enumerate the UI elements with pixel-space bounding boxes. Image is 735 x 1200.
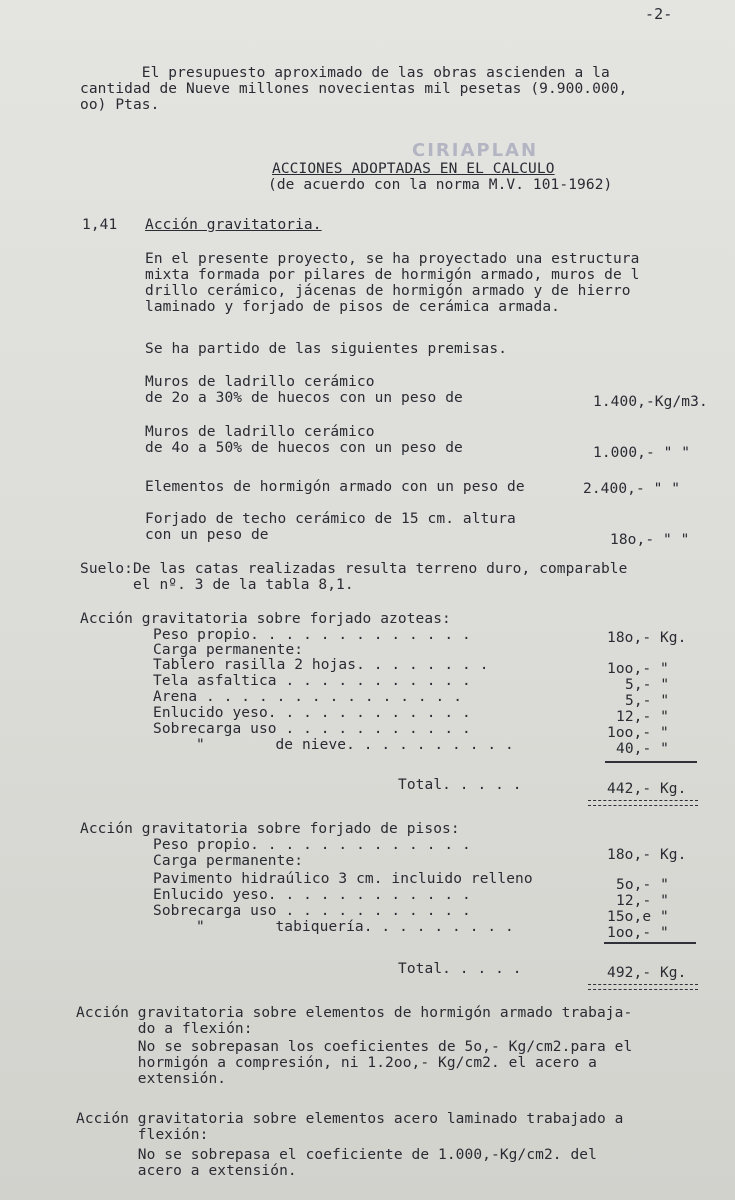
faded-stamp: CIRIAPLAN [412, 140, 539, 161]
pisos-row-3-label: Pavimento hidraúlico 3 cm. incluido relleno [153, 871, 533, 887]
azoteas-row-8-value: 40,- " [616, 741, 669, 757]
hormigon-line-4: hormigón a compresión, ni 1.2oo,- Kg/cm2. el acero a [76, 1055, 597, 1071]
pisos-row-1-label: Peso propio. . . . . . . . . . . . . [153, 837, 471, 853]
hormigon-line-2: do a flexión: [76, 1021, 253, 1037]
pisos-row-4-value: 12,- " [616, 893, 669, 909]
hormigon-line-5: extensión. [76, 1071, 227, 1087]
heading-title: ACCIONES ADOPTADAS EN EL CALCULO [272, 161, 555, 177]
pisos-row-2-label: Carga permanente: [153, 853, 304, 869]
azoteas-row-7-value: 1oo,- " [607, 725, 669, 741]
pisos-row-5-value: 15o,e " [607, 909, 669, 925]
pisos-total-label: Total. . . . . [398, 961, 522, 977]
section-number: 1,41 [82, 217, 118, 233]
azoteas-title: Acción gravitatoria sobre forjado azoteas: [80, 611, 451, 627]
azoteas-row-5-label: Arena . . . . . . . . . . . . . . . [153, 689, 463, 705]
description-line-4: laminado y forjado de pisos de cerámica armada. [145, 299, 560, 315]
azoteas-row-4-value: 5,- " [625, 677, 670, 693]
premise-3-line-1: Elementos de hormigón armado con un peso de [145, 479, 525, 495]
premise-2-line-1: Muros de ladrillo cerámico [145, 424, 375, 440]
acero-line-4: acero a extensión. [76, 1163, 297, 1179]
pisos-row-4-label: Enlucido yeso. . . . . . . . . . . . [153, 887, 471, 903]
description-line-3: drillo cerámico, jácenas de hormigón armado y de hierro [145, 283, 631, 299]
azoteas-row-6-label: Enlucido yeso. . . . . . . . . . . . [153, 705, 471, 721]
premise-1-value: 1.400,-Kg/m3. [593, 394, 708, 410]
azoteas-row-4-label: Tela asfaltica . . . . . . . . . . . [153, 673, 471, 689]
premise-1-line-1: Muros de ladrillo cerámico [145, 374, 375, 390]
pisos-sum-line [604, 942, 696, 944]
hormigon-line-3: No se sobrepasan los coeficientes de 5o,- Kg/cm2.para el [76, 1039, 633, 1055]
description-line-1: En el presente proyecto, se ha proyectado una estructura [145, 251, 640, 267]
page-number: -2- [645, 5, 673, 23]
acero-line-2: flexión: [76, 1127, 209, 1143]
pisos-total-value: 492,- Kg. [607, 965, 687, 981]
section-title: Acción gravitatoria. [145, 217, 322, 233]
azoteas-row-7-label: Sobrecarga uso . . . . . . . . . . . [153, 721, 471, 737]
azoteas-row-6-value: 12,- " [616, 709, 669, 725]
azoteas-total-label: Total. . . . . [398, 777, 522, 793]
azoteas-row-2-label: Carga permanente: [153, 642, 304, 658]
premise-1-line-2: de 2o a 30% de huecos con un peso de [145, 390, 463, 406]
premise-2-value: 1.000,- " " [593, 445, 691, 461]
premises-intro: Se ha partido de las siguientes premisas. [145, 341, 508, 357]
pisos-row-6-label: " tabiquería. . . . . . . . . [196, 919, 514, 935]
azoteas-row-8-label: " de nieve. . . . . . . . . . [196, 737, 514, 753]
azoteas-sum-line [605, 761, 697, 763]
pisos-row-3-value: 5o,- " [616, 877, 669, 893]
premise-4-value: 18o,- " " [610, 532, 690, 548]
premise-4-line-2: con un peso de [145, 527, 269, 543]
pisos-total-underline [588, 984, 698, 990]
pisos-title: Acción gravitatoria sobre forjado de pisos: [80, 821, 460, 837]
pisos-row-5-label: Sobrecarga uso . . . . . . . . . . . [153, 903, 471, 919]
pisos-row-1-value: 18o,- Kg. [607, 847, 687, 863]
azoteas-row-3-value: 1oo,- " [607, 661, 669, 677]
azoteas-row-1-label: Peso propio. . . . . . . . . . . . . [153, 627, 471, 643]
heading-subtitle: (de acuerdo con la norma M.V. 101-1962) [268, 177, 613, 193]
description-line-2: mixta formada por pilares de hormigón armado, muros de l [145, 267, 640, 283]
intro-line-2: cantidad de Nueve millones novecientas mil pesetas (9.900.000, [80, 81, 628, 97]
suelo-line-1: Suelo:De las catas realizadas resulta terreno duro, comparable [80, 561, 628, 577]
azoteas-row-1-value: 18o,- Kg. [607, 630, 687, 646]
pisos-row-6-value: 1oo,- " [607, 925, 669, 941]
suelo-line-2: el nº. 3 de la tabla 8,1. [80, 577, 354, 593]
intro-line-1: El presupuesto aproximado de las obras ascienden a la [80, 65, 610, 81]
azoteas-total-underline [588, 800, 698, 806]
hormigon-line-1: Acción gravitatoria sobre elementos de hormigón armado trabaja- [76, 1005, 633, 1021]
premise-4-line-1: Forjado de techo cerámico de 15 cm. altura [145, 511, 516, 527]
azoteas-row-5-value: 5,- " [625, 693, 670, 709]
acero-line-3: No se sobrepasa el coeficiente de 1.000,-Kg/cm2. del [76, 1147, 597, 1163]
azoteas-row-3-label: Tablero rasilla 2 hojas. . . . . . . . [153, 657, 489, 673]
intro-line-3: oo) Ptas. [80, 97, 160, 113]
azoteas-total-value: 442,- Kg. [607, 781, 687, 797]
premise-3-value: 2.400,- " " [583, 481, 681, 497]
premise-2-line-2: de 4o a 50% de huecos con un peso de [145, 440, 463, 456]
acero-line-1: Acción gravitatoria sobre elementos acero laminado trabajado a [76, 1111, 624, 1127]
